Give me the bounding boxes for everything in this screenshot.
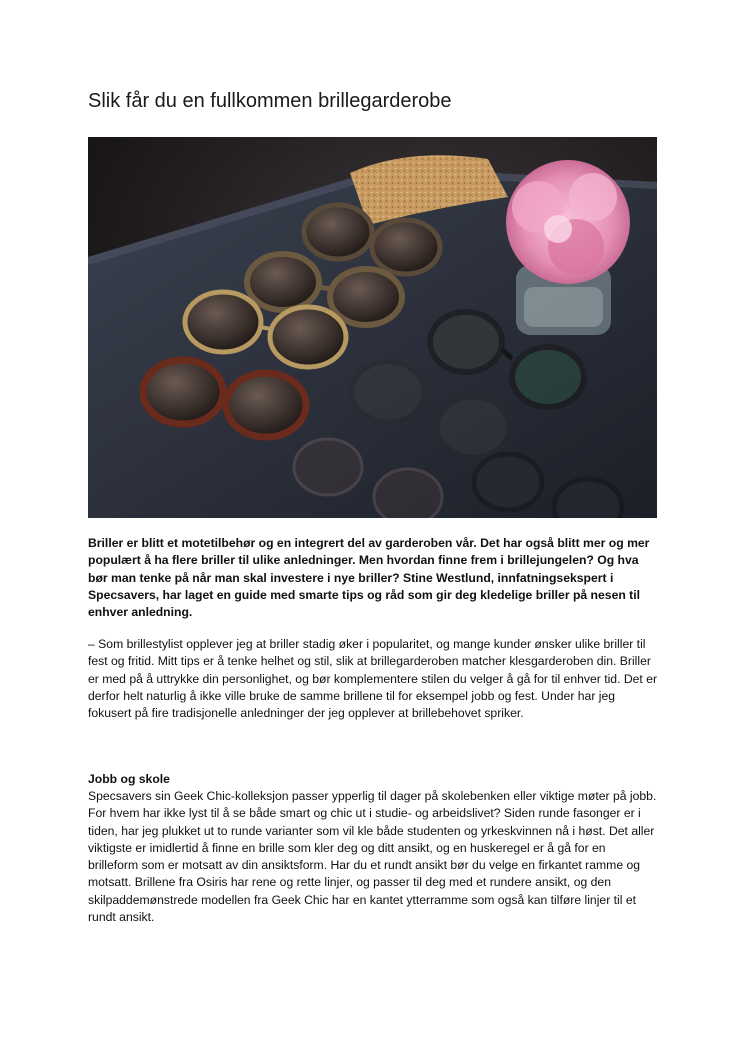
- article-title: Slik får du en fullkommen brillegarderobe: [88, 90, 452, 112]
- article-quote: – Som brillestylist opplever jeg at briller stadig øker i popularitet, og mange kunder ønsker ulike briller til fest og fritid. Mitt tips er å tenke helhet og stil, slik at brillegarderoben matcher klesgarderoben din. Briller er med på å uttrykke din personlighet, og bør komplementere stilen du velger å gå for til enhver tid. Det er derfor helt naturlig å ikke ville bruke de samme brillene til for eksempel jobb og fest. Under har jeg fokusert på fire tradisjonelle anledninger der jeg opplever at brillebehovet spriker.: [88, 637, 658, 721]
- peony-flower: [506, 160, 630, 284]
- section-heading: Jobb og skole: [88, 772, 170, 786]
- section-body: Specsavers sin Geek Chic-kolleksjon passer ypperlig til dager på skolebenken eller viktige møter på jobb. For hvem har ikke lyst til å se både smart og chic ut i studie- og arbeidslivet? Siden runde fasonger er i tiden, har jeg plukket ut to runde varianter som vil kle både studenten og yrkeskvinnen nå i høst. Det aller viktigste er imidlertid å finne en brille som kler deg og ditt ansikt, og en huskeregel er å gå for en brilleform som er motsatt av din ansiktsform. Har du et rundt ansikt bør du velge en firkantet ramme og motsatt. Brillene fra Osiris har rene og rette linjer, og passer til deg med et rundere ansikt, og den skilpaddemønstrede modellen fra Geek Chic har en kantet ytterramme som også kan tilføre linjer til et rundt ansikt.: [88, 789, 657, 925]
- article-lead: Briller er blitt et motetilbehør og en integrert del av garderoben vår. Det har også blitt mer og mer populært å ha flere briller til ulike anledninger. Men hvordan finne frem i brillejungelen? Og hva bør man tenke på når man skal investere i nye briller? Stine Westlund, innfatningsekspert i Specsavers, har laget en guide med smarte tips og råd som gir deg kledelige briller på nesen til enhver anledning.: [88, 536, 650, 620]
- article-photo: [88, 137, 657, 518]
